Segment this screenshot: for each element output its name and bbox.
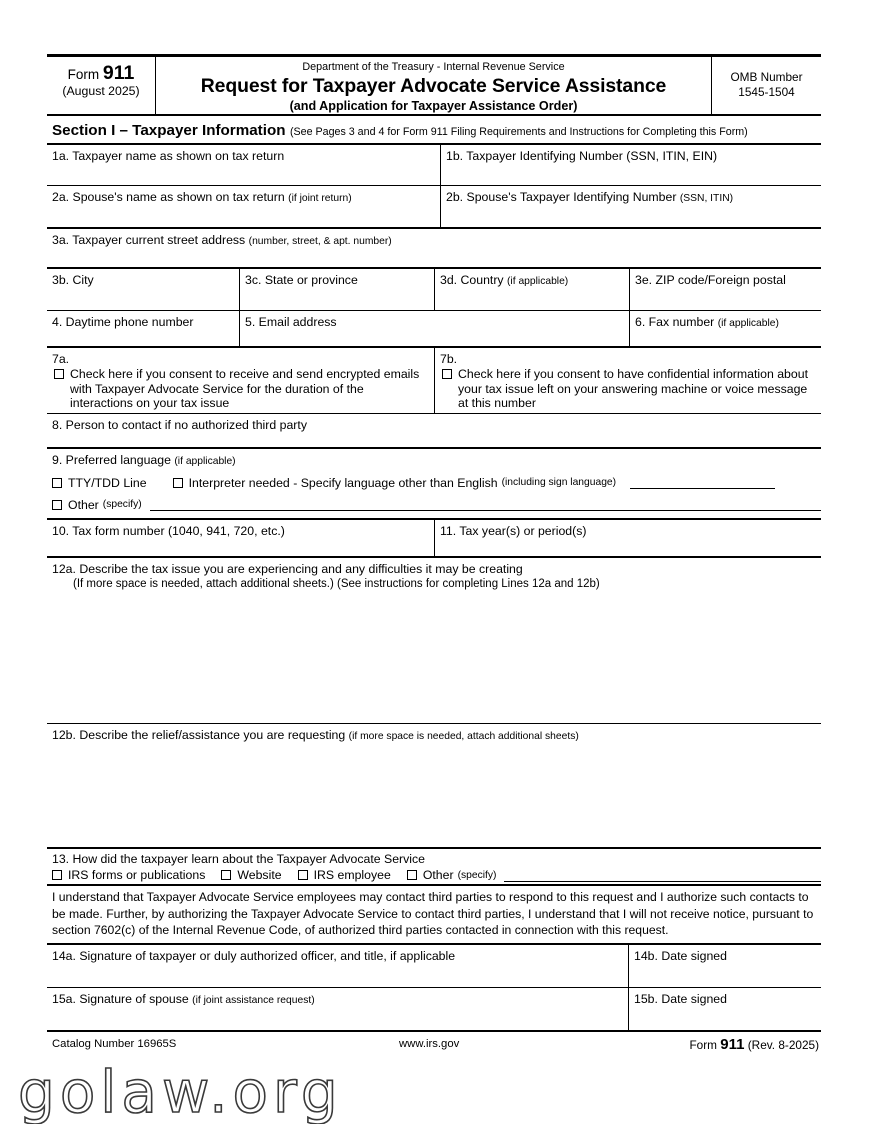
checkbox-language-other[interactable]	[52, 500, 62, 510]
consent-statement: I understand that Taxpayer Advocate Service employees may contact third parties to respond to this request and I authorize such contacts to be made. Further, by authorizing the Taxpayer Advocate Service to contact third parties, I understand that I will not receive notice, pursuant to section 7602(c) of the Internal Revenue Code, of authorized third parties contacted in connection with this request.	[47, 886, 821, 945]
label-irs-forms: IRS forms or publications	[68, 868, 206, 882]
label-3a-main: 3a. Taxpayer current street address	[52, 233, 246, 247]
field-4[interactable]	[47, 311, 239, 346]
footer-form-word: Form	[689, 1037, 717, 1052]
form-number: 911	[102, 62, 135, 84]
label-11: 11. Tax year(s) or period(s)	[440, 524, 587, 538]
checkbox-website[interactable]	[221, 870, 231, 880]
form-number-line	[47, 62, 155, 84]
label-3a	[47, 229, 821, 249]
omb-block	[712, 57, 821, 114]
label-6-note: (if applicable)	[717, 318, 779, 329]
label-15b: 15b. Date signed	[634, 991, 727, 1006]
label-10: 10. Tax form number (1040, 941, 720, etc.)	[52, 524, 285, 538]
input-interpreter-language[interactable]	[630, 476, 775, 489]
label-12a-sub: (If more space is needed, attach additional sheets.) (See instructions for completing Lines 12a and 12b)	[73, 578, 600, 590]
field-3a[interactable]	[47, 229, 821, 267]
label-12b-main: 12b. Describe the relief/assistance you are requesting	[52, 728, 346, 742]
field-14b[interactable]	[628, 945, 821, 987]
form-title-block	[155, 57, 712, 114]
section-note: (See Pages 3 and 4 for Form 911 Filing Requirements and Instructions for Completing this Form)	[289, 126, 748, 138]
field-12b[interactable]	[47, 724, 821, 849]
label-6	[630, 311, 821, 331]
label-14a: 14a. Signature of taxpayer or duly authorized officer, and title, if applicable	[52, 948, 456, 963]
field-1b[interactable]	[440, 145, 821, 185]
label-source-other-note: (specify)	[457, 869, 497, 881]
form-number-block	[47, 57, 155, 114]
checkbox-irs-employee[interactable]	[298, 870, 308, 880]
label-3e: 3e. ZIP code/Foreign postal	[635, 273, 786, 287]
field-3e[interactable]	[629, 269, 821, 310]
language-other-row	[47, 495, 821, 514]
label-2b-main: 2b. Spouse's Taxpayer Identifying Number	[446, 190, 677, 204]
label-12a-main: 12a. Describe the tax issue you are experiencing and any difficulties it may be creating	[52, 562, 523, 576]
label-2a-main: 2a. Spouse's name as shown on tax return	[52, 190, 285, 204]
section-i-header	[47, 116, 821, 145]
label-6-main: 6. Fax number	[635, 315, 715, 329]
label-15a-main: 15a. Signature of spouse	[52, 991, 189, 1006]
label-12b	[47, 724, 821, 744]
row-8	[47, 414, 821, 449]
label-4: 4. Daytime phone number	[52, 315, 194, 329]
checkbox-7b[interactable]	[442, 369, 452, 379]
label-15a	[47, 988, 628, 1008]
label-3d-note: (if applicable)	[507, 276, 569, 287]
input-language-other[interactable]	[150, 498, 821, 511]
language-options-row	[47, 473, 821, 492]
field-3d[interactable]	[434, 269, 629, 310]
label-2b	[441, 186, 821, 206]
label-tty-tdd: TTY/TDD Line	[68, 475, 147, 490]
footer-revision: (Rev. 8-2025)	[747, 1037, 819, 1052]
form-revision-date: (August 2025)	[62, 84, 140, 98]
label-15a-note: (if joint assistance request)	[192, 994, 315, 1006]
label-3d	[435, 269, 629, 289]
checkbox-7b-row[interactable]	[435, 367, 821, 411]
row-1	[47, 145, 821, 186]
form-911	[47, 54, 821, 1058]
label-3b: 3b. City	[52, 273, 94, 287]
omb-label: OMB Number	[730, 70, 803, 84]
row-2	[47, 186, 821, 229]
label-8: 8. Person to contact if no authorized third party	[52, 418, 307, 432]
form-subtitle: (and Application for Taxpayer Assistance Order)	[289, 99, 578, 113]
checkbox-irs-forms[interactable]	[52, 870, 62, 880]
field-1a[interactable]	[47, 145, 440, 185]
label-3a-note: (number, street, & apt. number)	[248, 236, 392, 247]
field-15a[interactable]	[47, 988, 628, 1030]
row-10-11	[47, 520, 821, 558]
field-3b[interactable]	[47, 269, 239, 310]
row-3a	[47, 229, 821, 269]
field-6[interactable]	[629, 311, 821, 346]
checkbox-7a[interactable]	[54, 369, 64, 379]
label-13: 13. How did the taxpayer learn about the Taxpayer Advocate Service	[52, 852, 426, 866]
label-3c: 3c. State or province	[245, 273, 358, 287]
label-9-main: 9. Preferred language	[52, 453, 171, 467]
catalog-number: Catalog Number 16965S	[52, 1037, 177, 1050]
checkbox-7a-row[interactable]	[47, 367, 434, 411]
label-5: 5. Email address	[245, 315, 337, 329]
field-3c[interactable]	[239, 269, 434, 310]
row-4-6	[47, 311, 821, 348]
label-language-other-note: (specify)	[102, 499, 142, 510]
footer-form-id	[689, 1036, 819, 1053]
label-1a: 1a. Taxpayer name as shown on tax return	[52, 149, 285, 163]
row-15	[47, 988, 821, 1030]
label-7a-text: Check here if you consent to receive and send encrypted emails with Taxpayer Advocate Service for the duration of the interactions on your tax issue	[70, 367, 420, 410]
label-14b: 14b. Date signed	[634, 948, 727, 963]
form-title: Request for Taxpayer Advocate Service Assistance	[200, 75, 667, 97]
label-7b-number: 7b.	[440, 352, 458, 366]
label-7b-text: Check here if you consent to have confidential information about your tax issue left on your answering machine or voice message at this number	[458, 367, 808, 410]
checkbox-interpreter[interactable]	[173, 478, 183, 488]
omb-number: 1545-1504	[738, 85, 795, 99]
label-language-other-main: Other	[68, 497, 99, 512]
label-9	[47, 449, 821, 469]
checkbox-source-other[interactable]	[407, 870, 417, 880]
row-3b-3e	[47, 269, 821, 311]
form-header	[47, 54, 821, 116]
label-7a-number: 7a.	[52, 352, 70, 366]
label-website: Website	[237, 868, 282, 882]
footer-form-number: 911	[720, 1035, 745, 1053]
field-2a[interactable]	[47, 186, 440, 227]
field-11[interactable]	[434, 520, 821, 556]
field-15b[interactable]	[628, 988, 821, 1030]
field-7a	[47, 348, 434, 413]
form-footer	[47, 1030, 821, 1058]
field-8[interactable]	[47, 414, 821, 447]
label-interpreter-main: Interpreter needed - Specify language other than English	[188, 475, 498, 490]
label-interpreter-note: (including sign language)	[501, 477, 617, 488]
irs-website-link[interactable]: www.irs.gov	[399, 1037, 460, 1050]
watermark-golaw-org: golaw.org	[18, 1058, 343, 1124]
row-13	[47, 849, 821, 886]
field-14a[interactable]	[47, 945, 628, 987]
label-2b-note: (SSN, ITIN)	[679, 193, 734, 204]
label-2a	[47, 186, 440, 206]
field-2b[interactable]	[440, 186, 821, 227]
checkbox-tty-tdd[interactable]	[52, 478, 62, 488]
label-irs-employee: IRS employee	[313, 868, 391, 882]
field-7b	[434, 348, 821, 413]
form-word: Form	[67, 67, 100, 82]
section-title: Section I – Taxpayer Information	[52, 122, 286, 139]
row-14	[47, 945, 821, 988]
label-9-note: (if applicable)	[174, 456, 236, 467]
row-9	[47, 449, 821, 520]
label-3d-main: 3d. Country	[440, 273, 504, 287]
row-7	[47, 348, 821, 414]
field-10[interactable]	[47, 520, 434, 556]
department-line: Department of the Treasury - Internal Revenue Service	[302, 61, 565, 73]
input-source-other[interactable]	[504, 869, 821, 882]
label-1b: 1b. Taxpayer Identifying Number (SSN, ITIN, EIN)	[446, 149, 718, 163]
label-source-other-main: Other	[422, 868, 454, 882]
source-options-row	[47, 868, 821, 882]
label-2a-note: (if joint return)	[288, 193, 352, 204]
field-12a[interactable]	[47, 558, 821, 724]
label-12b-note: (if more space is needed, attach additional sheets)	[348, 731, 579, 742]
field-5[interactable]	[239, 311, 629, 346]
